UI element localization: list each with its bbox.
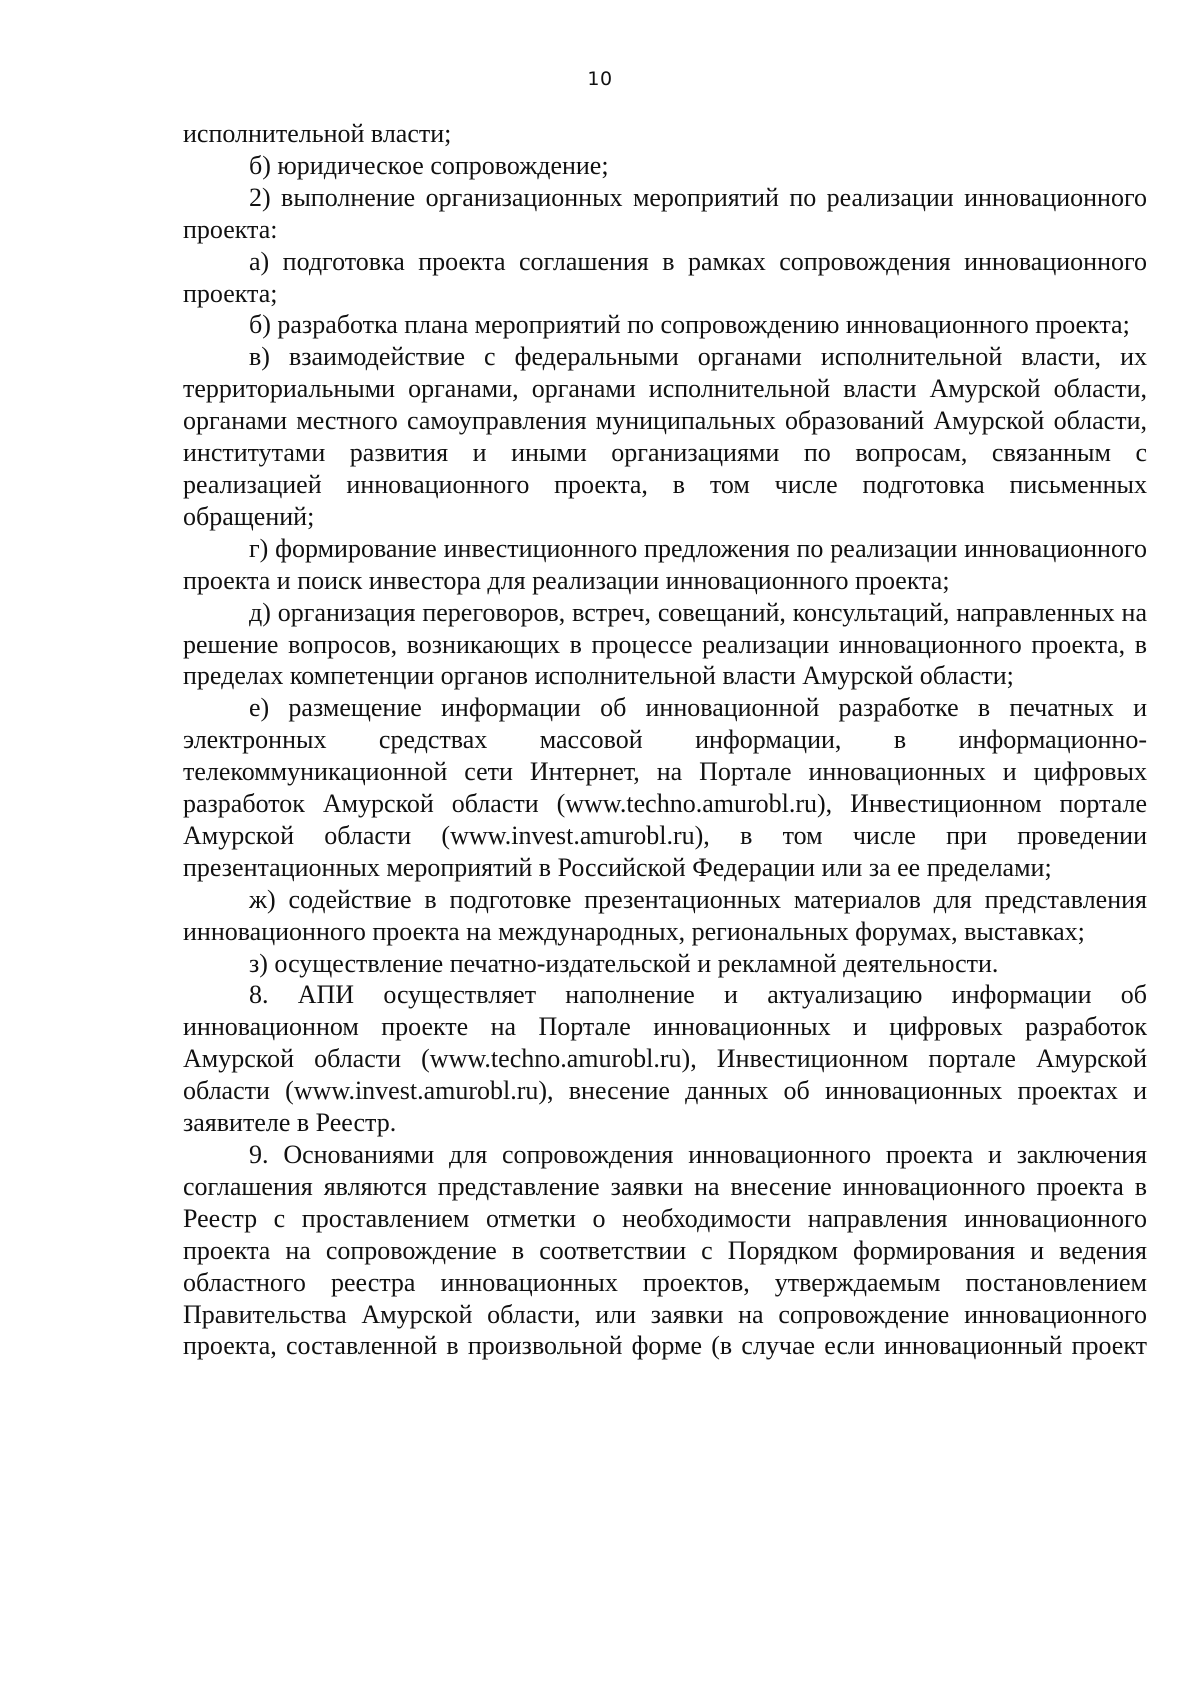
page-number: 10: [587, 68, 613, 90]
paragraph-item-z-publishing: з) осуществление печатно-издательской и рекламной деятельности.: [249, 948, 999, 978]
paragraph-item-v-interaction: в) взаимодействие с федеральными органами исполнительной власти, их территориальными органами, органами исполнительной власти Амурской области, органами местного самоуправления муниципальных образований Амурской области, институтами развития и иными организациями по вопросам, связанным с реализацией инновационного проекта, в том числе подготовка письменных обращений;: [183, 342, 1147, 531]
paragraph-section-8: 8. АПИ осуществляет наполнение и актуализацию информации об инновационном проекте на Портале инновационных и цифровых разработок Амурской области (www.techno.amurobl.ru), Инвестиционном портале Амурской области (www.invest.amurobl.ru), внесение данных об инновационных проектах и заявителе в Реестр.: [183, 980, 1147, 1138]
paragraph-continuation: исполнительной власти;: [183, 119, 452, 148]
paragraph-item-d-negotiations: д) организация переговоров, встреч, совещаний, консультаций, направленных на решение вопросов, возникающих в процессе реализации инновационного проекта, в пределах компетенции органов исполнительной власти Амурской области;: [183, 597, 1147, 691]
paragraph-item-b-action-plan: б) разработка плана мероприятий по сопровождению инновационного проекта;: [249, 310, 1130, 340]
paragraph-item-2-organizational-measures: 2) выполнение организационных мероприятий по реализации инновационного проекта:: [183, 182, 1147, 244]
paragraph-item-e-information-placement: е) размещение информации об инновационной разработке в печатных и электронных средствах массовой информации, в информационно-телекоммуникационной сети Интернет, на Портале инновационных и цифровых разработок Амурской области (www.techno.amurobl.ru), Инвестиционном портале Амурской области (www.invest.amurobl.ru), в том числе при проведении презентационных мероприятий в Российской Федерации или за ее пределами;: [183, 693, 1147, 882]
paragraph-section-9: 9. Основаниями для сопровождения инновационного проекта и заключения соглашения являются представление заявки на внесение инновационного проекта в Реестр с проставлением отметки о необходимости направления инновационного проекта на сопровождение в соответствии с Порядком формирования и ведения областного реестра инновационных проектов, утверждаемым постановлением Правительства Амурской области, или заявки на сопровождение инновационного проекта, составленной в произвольной форме (в случае если инновационный проект: [183, 1140, 1147, 1361]
paragraph-item-a-agreement-draft: а) подготовка проекта соглашения в рамках сопровождения инновационного проекта;: [183, 246, 1147, 308]
paragraph-item-zh-presentation-materials: ж) содействие в подготовке презентационных материалов для представления инновационного проекта на международных, региональных форумах, выставках;: [183, 884, 1147, 946]
paragraph-item-b-legal-support: б) юридическое сопровождение;: [249, 150, 609, 180]
document-body: [183, 118, 1147, 1362]
paragraph-item-g-investment-offer: г) формирование инвестиционного предложения по реализации инновационного проекта и поиск инвестора для реализации инновационного проекта;: [183, 533, 1147, 595]
